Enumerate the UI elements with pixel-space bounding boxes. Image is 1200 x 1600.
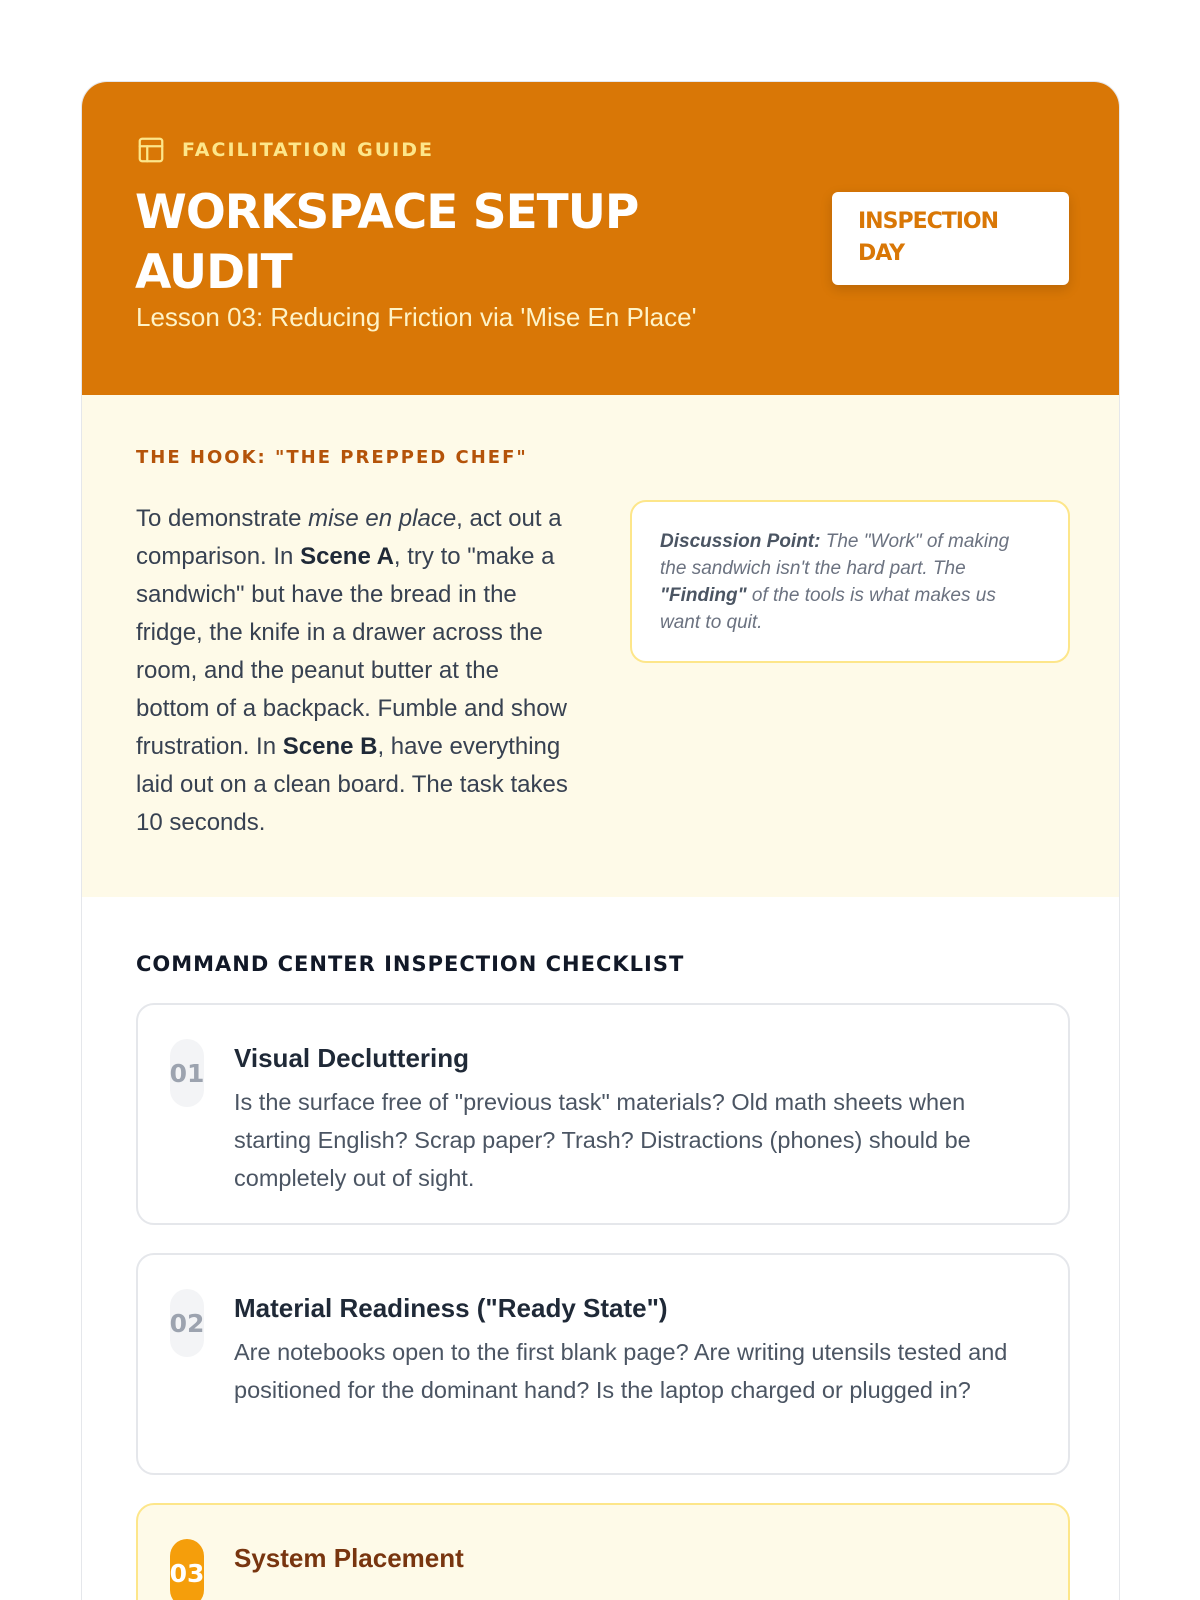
hook-text: , try to "make a sandwich" but have the bread in the fridge, the knife in a drawer across the room, and the peanut butter at the bottom of a backpack. Fumble and show frustration. In [136,543,567,760]
discussion-text: The "Work" of making the sandwich isn't the hard part. The [660,531,1010,579]
page-subtitle: Lesson 03: Reducing Friction via 'Mise En Place' [136,302,697,332]
hook-section [82,395,1120,897]
item-title: System Placement [234,1543,464,1573]
item-number: 01 [170,1039,204,1107]
item-number: 03 [170,1539,204,1600]
page-title: WORKSPACE SETUP AUDIT [135,185,639,300]
hook-heading: THE HOOK: "THE PREPPED CHEF" [136,447,528,468]
item-number: 02 [170,1289,204,1357]
checklist-item [136,1253,1070,1475]
scene-a-label: Scene A [300,543,394,570]
item-description: Are notebooks open to the first blank page? Are writing utensils tested and positioned for the dominant hand? Is the laptop charged or plugged in? [234,1339,1008,1403]
discussion-text: of the tools is what makes us want to quit. [660,585,996,633]
header-banner [82,82,1120,395]
discussion-label: Discussion Point: [660,531,821,552]
item-description: Is the surface free of "previous task" materials? Old math sheets when starting English? Scrap paper? Trash? Distractions (phones) should be completely out of sight. [234,1089,971,1191]
hook-text: To demonstrate [136,505,309,532]
layout-icon [136,135,166,165]
hook-emphasis: mise en place [308,505,457,532]
scene-b-label: Scene B [282,733,378,760]
hook-text: , have everything laid out on a clean board. The task takes 10 seconds. [136,733,568,836]
eyebrow [136,135,434,165]
badge-line-2: DAY [858,241,905,266]
checklist-heading: COMMAND CENTER INSPECTION CHECKLIST [136,952,685,976]
discussion-emphasis: "Finding" [660,585,747,606]
badge-line-1: INSPECTION [858,209,999,234]
inspection-day-badge [832,192,1069,285]
hook-text: , act out a comparison. In [136,505,562,570]
checklist-item-highlighted [136,1503,1070,1600]
eyebrow-label: FACILITATION GUIDE [182,139,434,161]
hook-body [136,500,576,842]
item-title: Visual Decluttering [234,1043,470,1073]
discussion-point-callout [630,500,1070,663]
checklist-item [136,1003,1070,1225]
guide-card [81,81,1120,1600]
item-title: Material Readiness ("Ready State") [234,1293,668,1323]
